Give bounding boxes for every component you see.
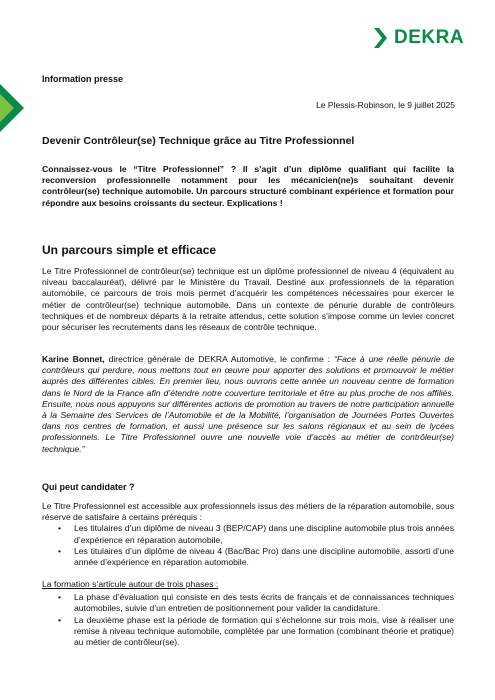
quote-paragraph xyxy=(42,354,454,455)
candidates-section xyxy=(42,501,454,568)
dekra-logo xyxy=(372,27,464,49)
dekra-wordmark: DEKRA xyxy=(394,27,465,48)
phases-list xyxy=(42,592,454,648)
list-item: • Les titulaires d’un diplôme de niveau 4 (Bac/Bac Pro) dans une discipline automobile, assorti d’une année d’expérience en réparation automobile. xyxy=(74,546,454,568)
list-item: • La deuxième phase est la période de formation qui s’échelonne sur trois mois, vise à réaliser une remise à niveau technique automobile, complétée par une formation (combinant théorie et pratique) au métier de contrôleur(se). xyxy=(74,615,454,649)
lead-paragraph: Connaissez-vous le “Titre Professionnel” ? Il s’agit d’un diplôme qualifiant qui facilite la reconversion professionnelle notamment pour les mécanicien(ne)s souhaitant devenir contrôleur(se) technique automobile. Un parcours structuré combinant expérience et formation pour répondre aux besoins croissants du secteur. Explications ! xyxy=(42,164,454,208)
page-title: Devenir Contrôleur(se) Technique grâce au Titre Professionnel xyxy=(42,135,355,147)
chevron-decoration-icon xyxy=(0,80,30,140)
section-heading-candidater: Qui peut candidater ? xyxy=(42,482,135,492)
candidates-intro: Le Titre Professionnel est accessible aux professionnels issus des métiers de la réparation automobile, sous réserve de satisfaire à certains prérequis : xyxy=(42,501,454,523)
dateline: Le Plessis-Robinson, le 9 juillet 2025 xyxy=(316,100,455,110)
quote-intro: directrice générale de DEKRA Automotive, le confirme : xyxy=(104,354,334,364)
quote-speaker: Karine Bonnet, xyxy=(42,354,105,364)
quote-text: “Face à une réelle pénurie de contrôleurs qui perdure, nous mettons tout en œuvre pour apporter des solutions et promouvoir le métier auprès des différentes cibles. En premier lieu, nous ouvrons cette année un nouveau centre de formation dans le Nord de la France afin d’étendre notre couverture territoriale et être au plus proche de nos affiliés. Ensuite, nous nous appuyons sur différentes actions de promotion au travers de notre participation annuelle à la Semaine des Services de l’Automobile et de la Mobilité, l’organisation de Journées Portes Ouvertes dans nos centres de formation, et aussi une présence sur les salons régionaux et au sein de lycées professionnels. Le Titre Professionnel ouvre une nouvelle voie d’accès au métier de contrôleur(se) technique.” xyxy=(42,354,454,454)
paragraph-titre-professionnel: Le Titre Professionnel de contrôleur(se) technique est un diplôme professionnel de niveau 4 (équivalent au niveau baccalauréat), délivré par le Ministère du Travail. Destiné aux professionnels de la réparation automobile, ce parcours de trois mois permet d’acquérir les compétences nécessaires pour exercer le métier de contrôleur(se) technique automobile. Dans un contexte de pénurie durable de contrôleurs techniques et de nombreux départs à la retraite attendus, cette solution s’impose comme un levier concret pour sécuriser les recrutements dans les réseaux de contrôle technique. xyxy=(42,266,454,333)
list-item: • Les titulaires d’un diplôme de niveau 3 (BEP/CAP) dans une discipline automobile plus trois années d’expérience en réparation automobile, xyxy=(74,523,454,545)
candidates-list xyxy=(42,523,454,568)
section-heading-parcours: Un parcours simple et efficace xyxy=(42,243,217,257)
phases-section xyxy=(42,579,454,648)
list-item: • La phase d’évaluation qui consiste en des tests écrits de français et de connaissances techniques automobiles, suivie d’un entretien de positionnement pour valider la candidature. xyxy=(74,592,454,614)
dekra-arrow-icon xyxy=(372,27,390,49)
press-label: Information presse xyxy=(42,74,124,84)
phases-intro: La formation s’articule autour de trois phases : xyxy=(42,579,219,589)
